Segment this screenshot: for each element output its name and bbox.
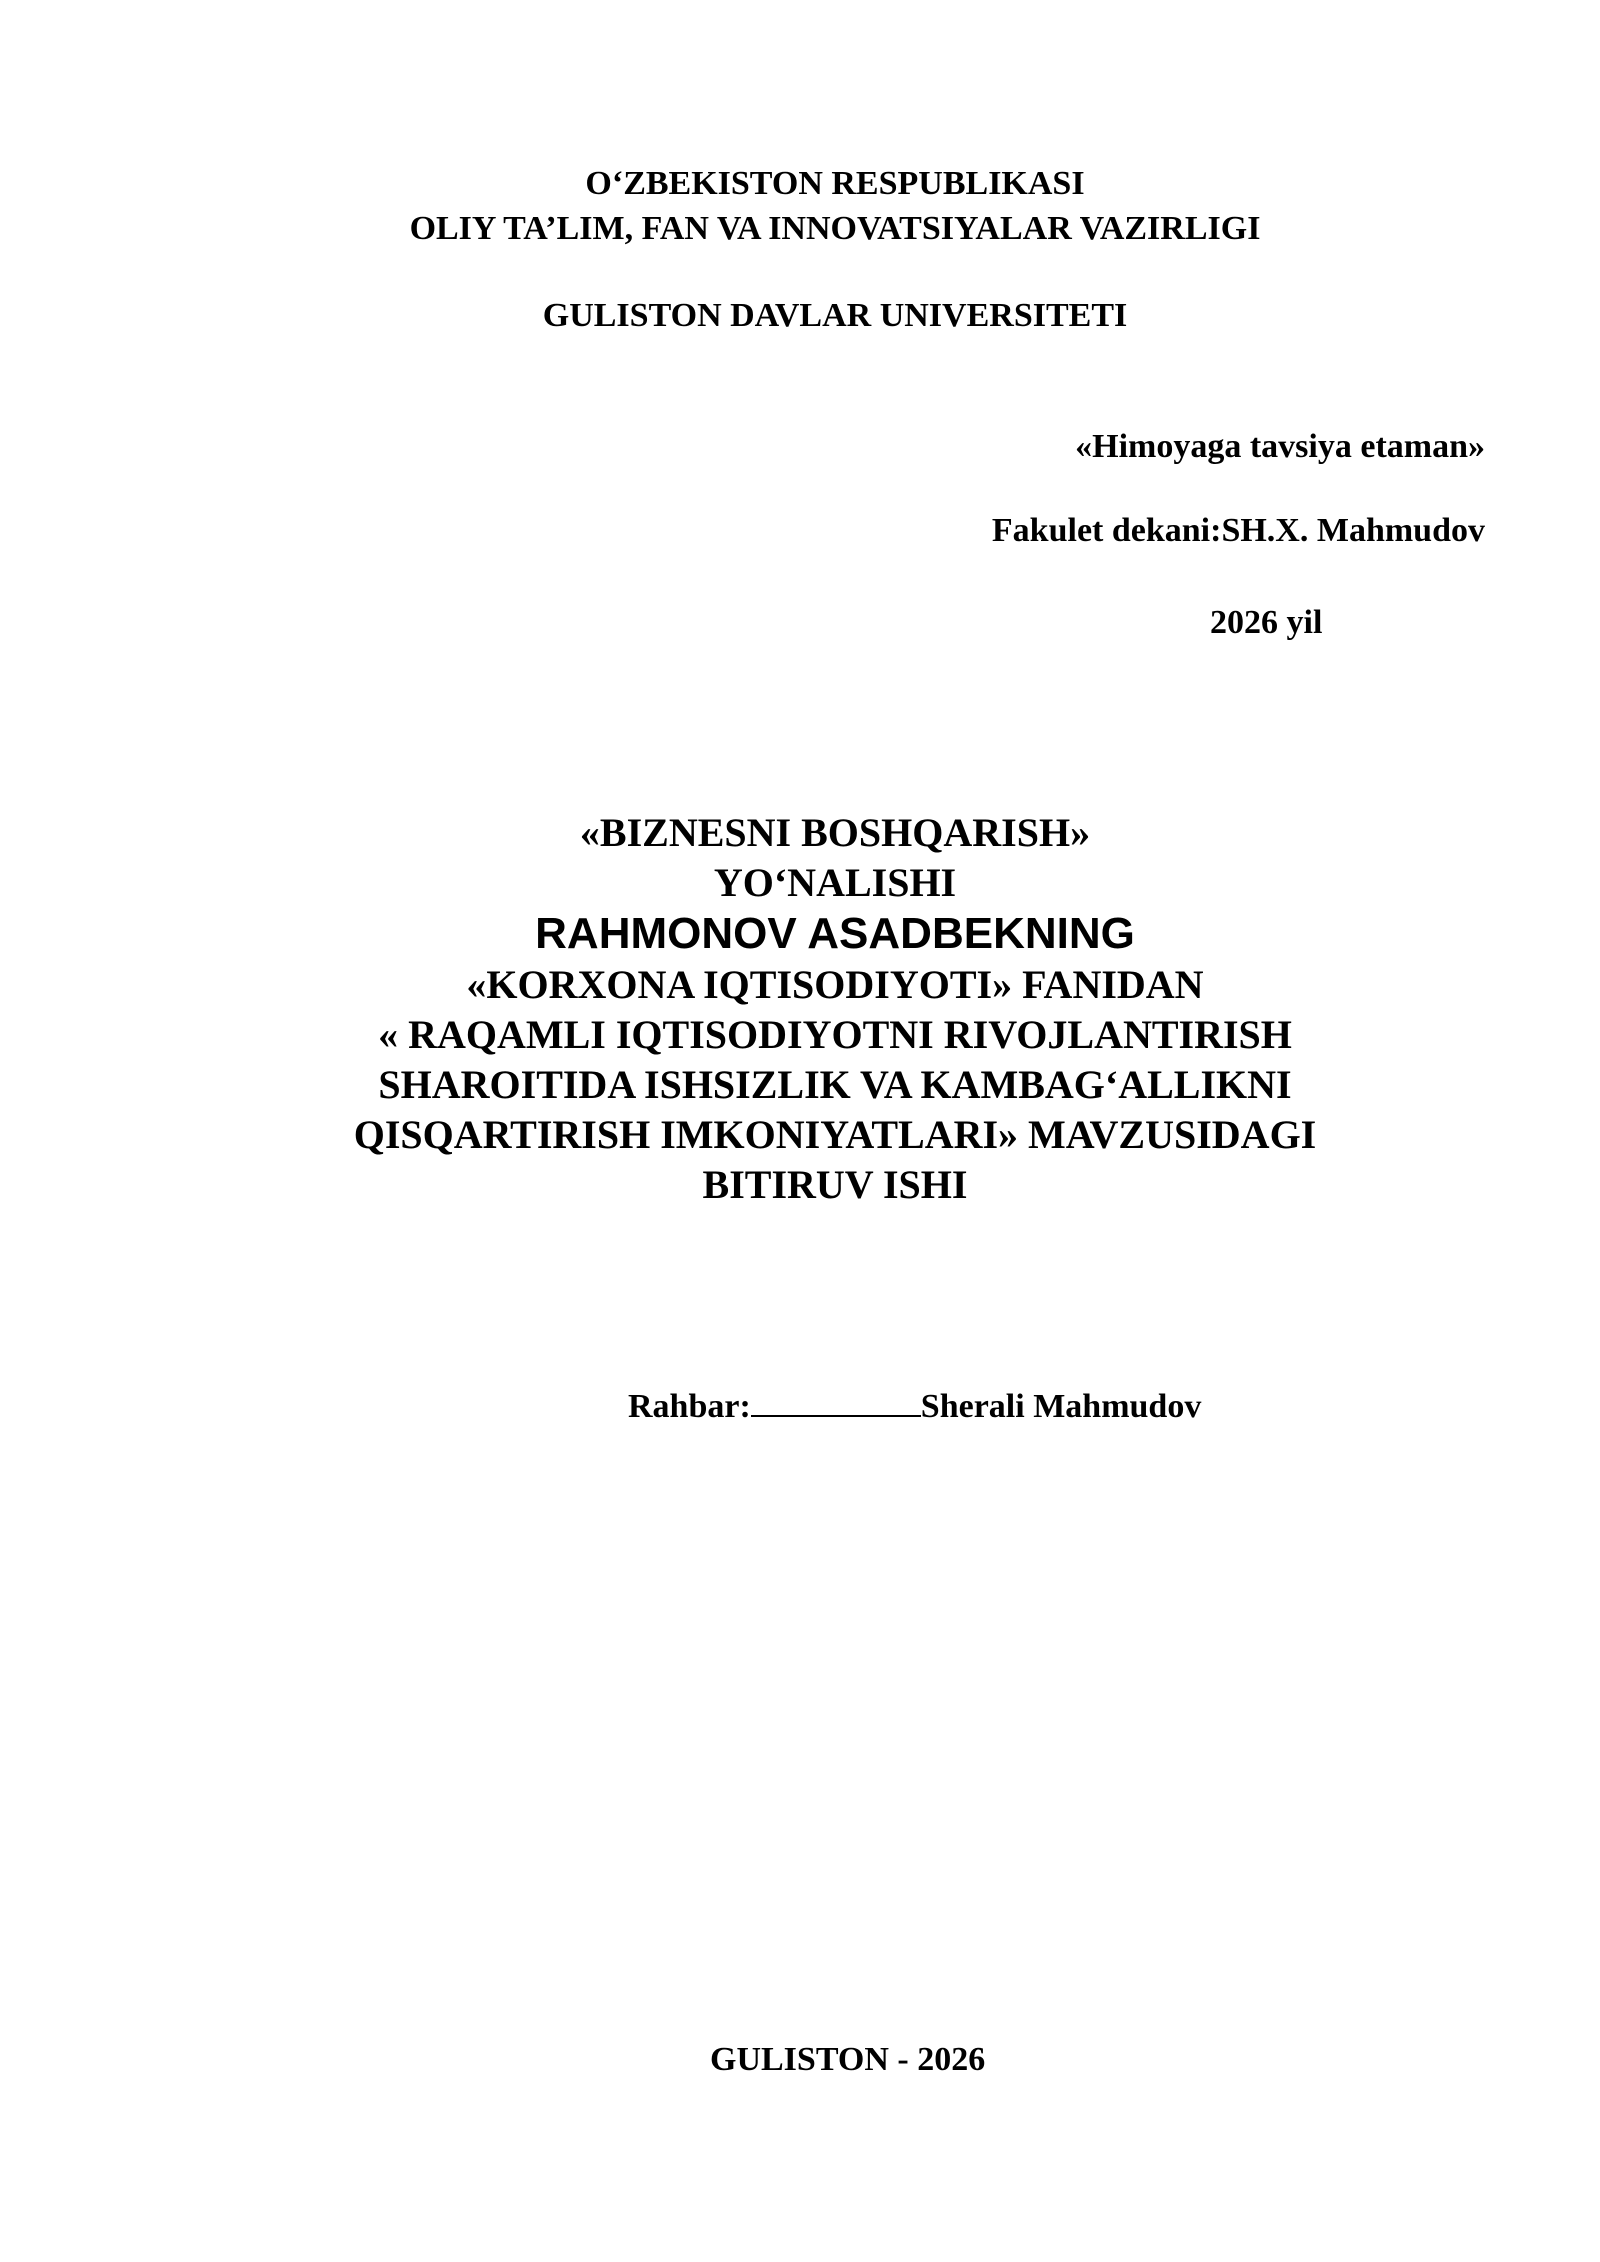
direction-suffix: YO‘NALISHI	[713, 860, 957, 905]
topic-line-2: SHAROITIDA ISHSIZLIK VA KAMBAG‘ALLIKNI	[378, 1062, 1292, 1107]
republic-name: O‘ZBEKISTON RESPUBLIKASI	[585, 165, 1085, 202]
student-name: RAHMONOV ASADBEKNING	[535, 909, 1135, 958]
supervisor-label: Rahbar:	[628, 1388, 751, 1425]
university-name: GULISTON DAVLAR UNIVERSITETI	[542, 297, 1128, 334]
direction-name: «BIZNESNI BOSHQARISH»	[579, 810, 1091, 855]
approval-recommend: «Himoyaga tavsiya etaman»	[1075, 428, 1485, 465]
topic-line-1: « RAQAMLI IQTISODIYOTNI RIVOJLANTIRISH	[378, 1012, 1292, 1057]
signature-blank	[751, 1385, 921, 1417]
supervisor-name: Sherali Mahmudov	[920, 1388, 1202, 1425]
approval-year: 2026 yil	[1210, 604, 1323, 641]
subject-name: «KORXONA IQTISODIYOTI» FANIDAN	[466, 962, 1204, 1007]
footer-place-year: GULISTON - 2026	[710, 2041, 986, 2078]
topic-line-3: QISQARTIRISH IMKONIYATLARI» MAVZUSIDAGI	[353, 1112, 1317, 1157]
ministry-name: OLIY TA’LIM, FAN VA INNOVATSIYALAR VAZIRLIGI	[409, 210, 1261, 247]
dean-signature: Fakulet dekani:SH.X. Mahmudov	[991, 512, 1485, 549]
thesis-title-block	[0, 808, 1600, 1210]
work-type: BITIRUV ISHI	[702, 1162, 968, 1207]
supervisor-line	[628, 1385, 1201, 1427]
